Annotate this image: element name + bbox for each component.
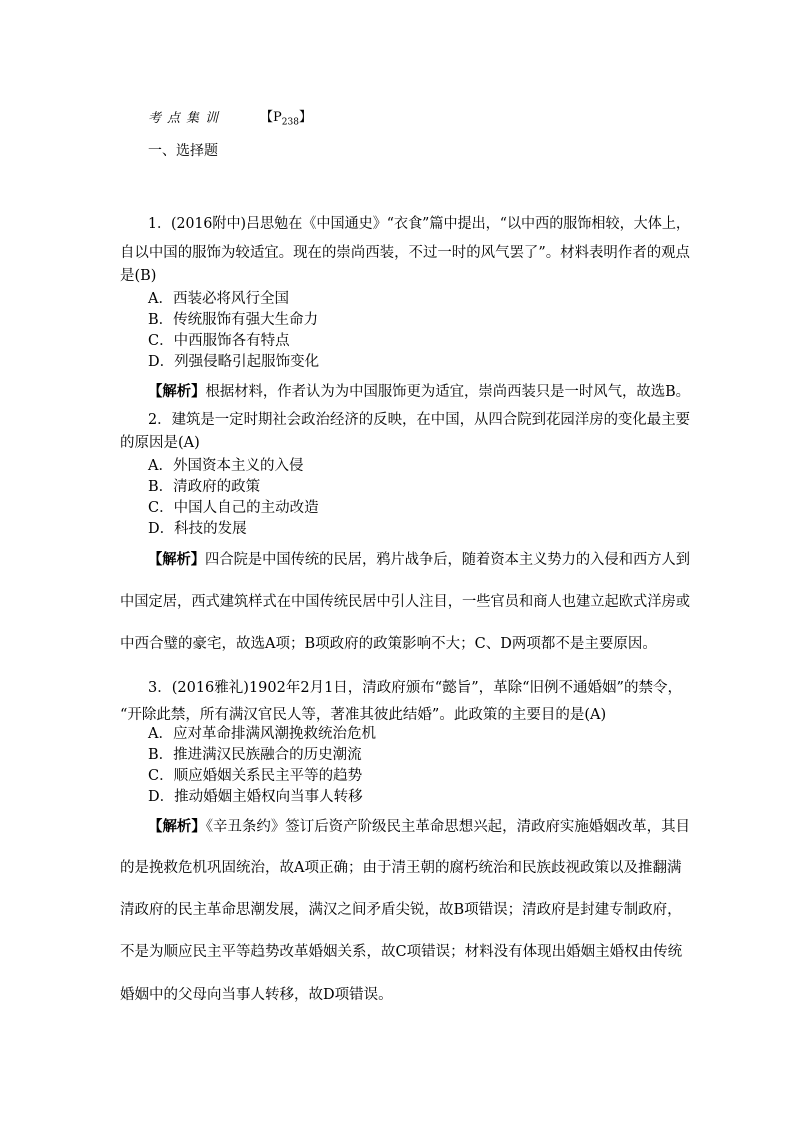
analysis-text: 四合院是中国传统的民居，鸦片战争后，随着资本主义势力的入侵和西方人到 bbox=[205, 552, 691, 568]
q1-option-d: D．列强侵略引起服饰变化 bbox=[148, 354, 320, 370]
q1-stem-line2: 自以中国的服饰为较适宜。现在的崇尚西装，不过一时的风气罢了”。材料表明作者的观点 bbox=[120, 245, 690, 261]
q2-option-b: B．清政府的政策 bbox=[148, 479, 261, 495]
q2-stem-line1: 2．建筑是一定时期社会政治经济的反映，在中国，从四合院到花园洋房的变化最主要 bbox=[148, 412, 691, 428]
analysis-tag: 【解析】 bbox=[148, 383, 206, 400]
section-header-title: 考点集训 bbox=[148, 111, 225, 126]
q2-option-c: C．中国人自己的主动改造 bbox=[148, 500, 319, 516]
page-reference bbox=[260, 106, 312, 128]
ref-page-number: 238 bbox=[281, 117, 299, 128]
q1-option-b: B．传统服饰有强大生命力 bbox=[148, 312, 319, 328]
analysis-tag: 【解析】 bbox=[148, 551, 206, 568]
q1-stem-line3: 是(B) bbox=[120, 268, 157, 284]
q3-analysis-line2: 的是挽救危机巩固统治，故A项正确；由于清王朝的腐朽统治和民族歧视政策以及推翻满 bbox=[120, 860, 682, 876]
q2-option-d: D．科技的发展 bbox=[148, 521, 247, 537]
analysis-text: 《辛丑条约》签订后资产阶级民主革命思想兴起，清政府实施婚姻改革，其目 bbox=[205, 819, 691, 835]
q1-option-a: A．西装必将风行全国 bbox=[148, 291, 289, 307]
q3-option-c: C．顺应婚姻关系民主平等的趋势 bbox=[148, 768, 363, 784]
q1-option-c: C．中西服饰各有特点 bbox=[148, 333, 290, 349]
ref-prefix: 【P bbox=[260, 110, 282, 125]
q3-option-d: D．推动婚姻主婚权向当事人转移 bbox=[148, 789, 363, 805]
q3-analysis-line5: 婚姻中的父母向当事人转移，故D项错误。 bbox=[120, 987, 393, 1003]
q2-option-a: A．外国资本主义的入侵 bbox=[148, 458, 304, 474]
analysis-tag: 【解析】 bbox=[148, 818, 206, 835]
analysis-text: 根据材料，作者认为为中国服饰更为适宜，崇尚西装只是一时风气，故选B。 bbox=[205, 384, 691, 400]
q3-stem-line1: 3．(2016雅礼)1902年2月1日，清政府颁布“懿旨”，革除“旧例不通婚姻”的禁令， bbox=[148, 680, 682, 696]
ref-suffix: 】 bbox=[298, 110, 312, 125]
q1-analysis bbox=[148, 380, 690, 401]
q3-analysis-line1 bbox=[148, 815, 690, 836]
q2-analysis-line2: 中国定居，西式建筑样式在中国传统民居中引人注目，一些官员和商人也建立起欧式洋房或 bbox=[120, 594, 691, 610]
q3-option-a: A．应对革命排满风潮挽救统治危机 bbox=[148, 726, 376, 742]
q3-analysis-line4: 不是为顺应民主平等趋势改革婚姻关系，故C项错误；材料没有体现出婚姻主婚权由传统 bbox=[120, 944, 683, 960]
q3-stem-line2: “开除此禁，所有满汉官民人等，著准其彼此结婚”。此政策的主要目的是(A) bbox=[120, 707, 607, 723]
q3-analysis-line3: 清政府的民主革命思潮发展，满汉之间矛盾尖锐，故B项错误；清政府是封建专制政府， bbox=[120, 902, 682, 918]
q3-option-b: B．推进满汉民族融合的历史潮流 bbox=[148, 747, 362, 763]
q2-stem-line2: 的原因是(A) bbox=[120, 435, 200, 451]
q2-analysis-line1 bbox=[148, 548, 690, 569]
q1-stem-line1: 1．(2016附中)吕思勉在《中国通史》“衣食”篇中提出，“以中西的服饰相较，大体上， bbox=[148, 216, 691, 232]
q2-analysis-line3: 中西合璧的豪宅，故选A项；B项政府的政策影响不大；C、D两项都不是主要原因。 bbox=[120, 636, 657, 652]
section-title: 一、选择题 bbox=[148, 143, 218, 159]
